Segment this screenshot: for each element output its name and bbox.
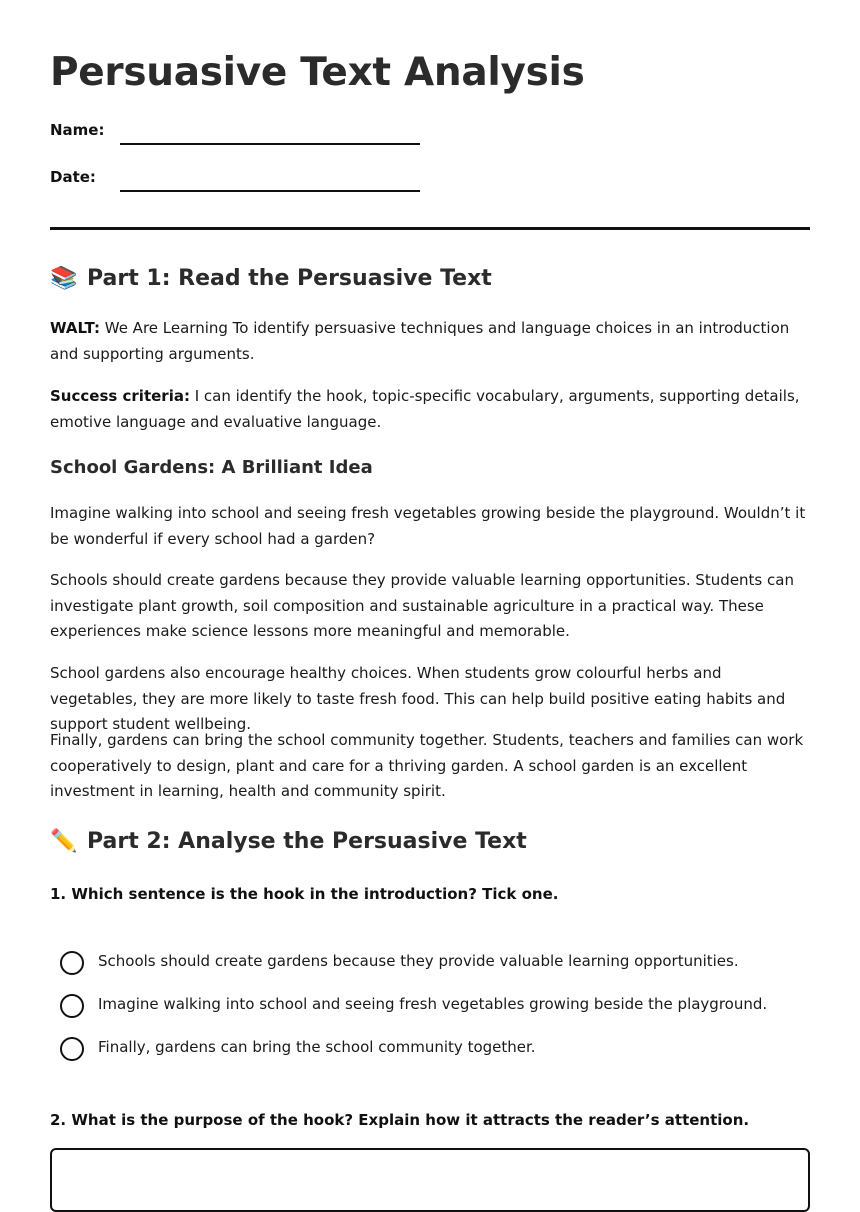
q1-option-1-radio[interactable] [60, 951, 84, 975]
pencil-icon: ✏️ [50, 829, 78, 854]
success-criteria-paragraph [50, 384, 810, 435]
walt-paragraph [50, 316, 810, 367]
text-paragraph-3: School gardens also encourage healthy choices. When students grow colourful herbs and vegetables, they are more likely to taste fresh food. This can help build positive eating habits and support student wellbeing. [50, 664, 786, 733]
part1-heading [50, 266, 492, 291]
q1-option-3[interactable] [60, 1037, 800, 1063]
success-criteria-label: Success criteria: [50, 387, 190, 405]
q1-option-2[interactable] [60, 994, 800, 1020]
part2-heading-text: Part 2: Analyse the Persuasive Text [87, 829, 527, 854]
text-title: School Gardens: A Brilliant Idea [50, 457, 373, 478]
text-paragraph-1: Imagine walking into school and seeing fresh vegetables growing beside the playground. Wouldn’t it be wonderful if every school had a garden? [50, 504, 806, 548]
part2-heading [50, 829, 527, 854]
page-title: Persuasive Text Analysis [50, 50, 585, 95]
question-2-answer-box[interactable] [50, 1148, 810, 1212]
success-criteria-text: I can identify the hook, topic-specific vocabulary, arguments, supporting details, emotive language and evaluative language. [50, 387, 800, 431]
name-write-line[interactable] [120, 143, 420, 145]
walt-text: We Are Learning To identify persuasive techniques and language choices in an introduction and supporting arguments. [50, 319, 790, 363]
q1-option-1-label: Schools should create gardens because they provide valuable learning opportunities. [98, 952, 739, 970]
name-field [50, 121, 470, 151]
text-paragraph-4: Finally, gardens can bring the school community together. Students, teachers and families can work cooperatively to design, plant and care for a thriving garden. A school garden is an excellent investment in learning, health and community spirit. [50, 731, 804, 800]
question-1-prompt: 1. Which sentence is the hook in the introduction? Tick one. [50, 885, 559, 903]
date-label: Date: [50, 168, 96, 186]
date-field [50, 168, 470, 198]
q1-option-2-radio[interactable] [60, 994, 84, 1018]
text-paragraph-2: Schools should create gardens because they provide valuable learning opportunities. Students can investigate plant growth, soil composition and sustainable agriculture in a practical way. These experiences make science lessons more meaningful and memorable. [50, 571, 794, 640]
q1-option-3-label: Finally, gardens can bring the school community together. [98, 1038, 536, 1056]
date-write-line[interactable] [120, 190, 420, 192]
walt-label: WALT: [50, 319, 100, 337]
books-icon: 📚 [50, 266, 78, 291]
question-2-prompt: 2. What is the purpose of the hook? Explain how it attracts the reader’s attention. [50, 1111, 750, 1129]
q1-option-2-label: Imagine walking into school and seeing fresh vegetables growing beside the playground. [98, 995, 768, 1013]
header-divider [50, 227, 810, 230]
name-label: Name: [50, 121, 105, 139]
q1-option-3-radio[interactable] [60, 1037, 84, 1061]
part1-heading-text: Part 1: Read the Persuasive Text [87, 266, 492, 291]
q1-option-1[interactable] [60, 951, 800, 977]
